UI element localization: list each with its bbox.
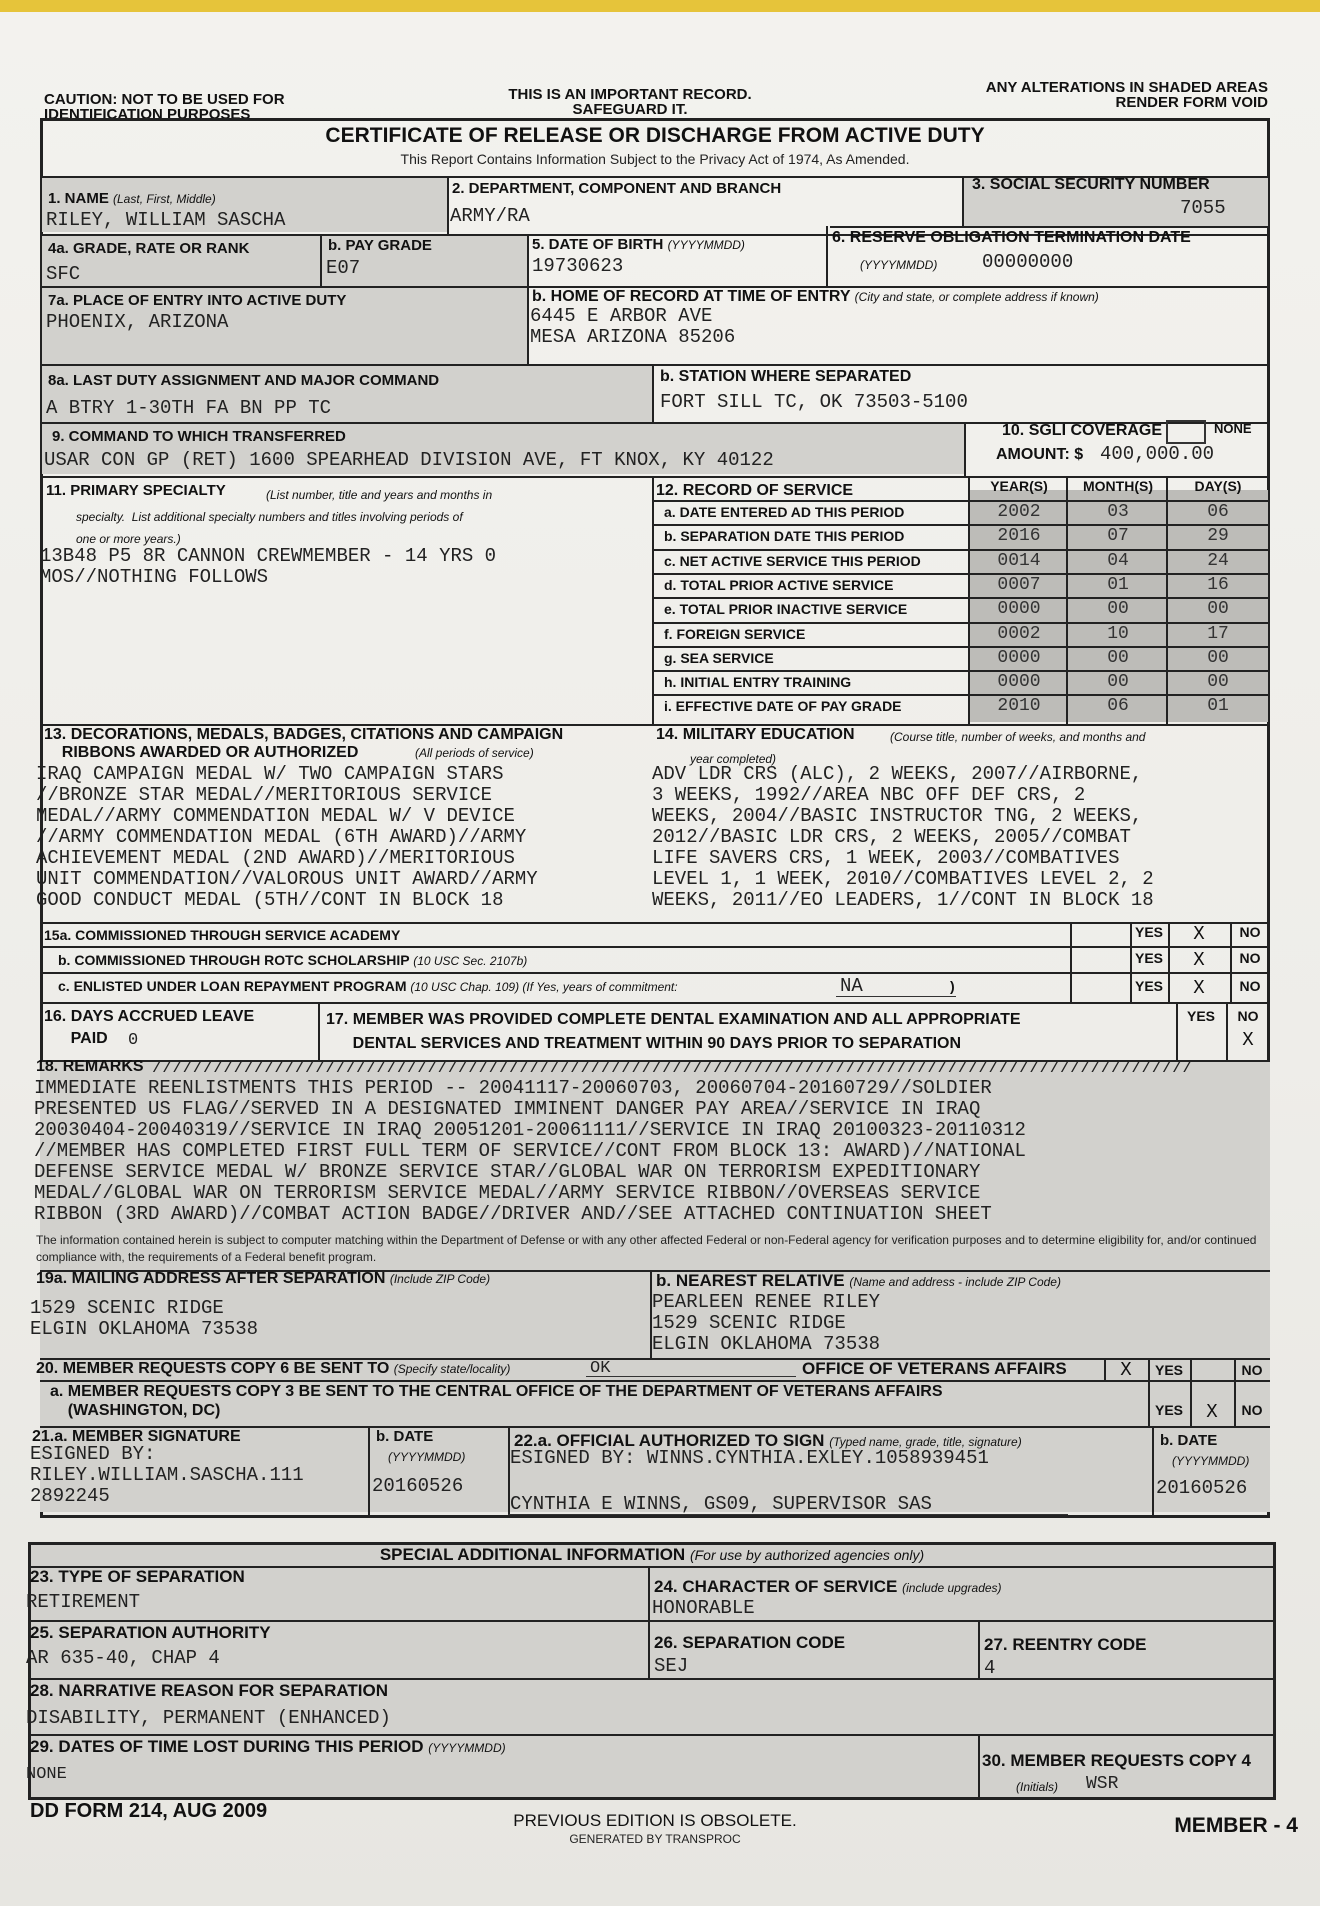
department-value: ARMY/RA — [450, 205, 530, 227]
command-transferred-value: USAR CON GP (RET) 1600 SPEARHEAD DIVISION AVE, FT KNOX, KY 40122 — [44, 449, 774, 471]
time-lost-label — [30, 1738, 506, 1757]
service-years-value: 0014 — [997, 551, 1041, 571]
rotc-label-text: b. COMMISSIONED THROUGH ROTC SCHOLARSHIP — [58, 952, 410, 968]
service-days-value: 00 — [1207, 672, 1229, 692]
copy6-label-text: 20. MEMBER REQUESTS COPY 6 BE SENT TO — [36, 1360, 390, 1377]
character-of-service-hint: (include upgrades) — [902, 1581, 1002, 1595]
rule — [978, 1620, 980, 1678]
service-days-value: 01 — [1207, 696, 1229, 716]
rule — [830, 226, 1270, 228]
loan-no-label: NO — [1239, 978, 1261, 994]
rule — [652, 476, 654, 724]
rule — [320, 234, 322, 286]
service-months-value: 03 — [1107, 502, 1129, 522]
copy6-hint: (Specify state/locality) — [393, 1362, 511, 1376]
copy3-no-label: NO — [1241, 1402, 1263, 1418]
mailing-address-label-text: 19a. MAILING ADDRESS AFTER SEPARATION — [36, 1270, 386, 1287]
important-record-note: THIS IS AN IMPORTANT RECORD. SAFEGUARD IT. — [508, 86, 752, 118]
dental-label: 17. MEMBER WAS PROVIDED COMPLETE DENTAL EXAMINATION AND ALL APPROPRIATE DENTAL SERVICES AND TREATMENT WITHIN 90 DAYS PRIOR TO SEPARATION — [326, 1011, 1021, 1052]
copy6-value: OK — [590, 1359, 611, 1378]
sgli-amount-label: AMOUNT: $ — [996, 446, 1084, 463]
reentry-code-label: 27. REENTRY CODE — [984, 1635, 1147, 1654]
official-date-hint: (YYYYMMDD) — [1172, 1454, 1250, 1468]
dob-label-text: 5. DATE OF BIRTH — [532, 236, 664, 253]
service-days-value: 16 — [1207, 575, 1229, 595]
rule — [40, 1002, 1270, 1004]
nearest-relative-hint: (Name and address - include ZIP Code) — [849, 1275, 1061, 1289]
privacy-notice: This Report Contains Information Subject to the Privacy Act of 1974, As Amended. — [400, 151, 910, 167]
rule — [826, 226, 828, 286]
remarks-hatch: ////////////////////////////////////////////////////////////////////////////////////////////////////// — [152, 1059, 1193, 1078]
reserve-obligation-value: 00000000 — [982, 251, 1074, 273]
official-name-value: CYNTHIA E WINNS, GS09, SUPERVISOR SAS — [510, 1493, 932, 1515]
member-date-label: b. DATE — [376, 1428, 434, 1445]
academy-no-label: NO — [1239, 924, 1261, 940]
rule — [40, 946, 1270, 948]
copy6-no-label: NO — [1241, 1362, 1263, 1378]
home-of-record-value: 6445 E ARBOR AVE MESA ARIZONA 85206 — [530, 305, 736, 348]
service-years-value: 2010 — [997, 696, 1041, 716]
military-education-label: 14. MILITARY EDUCATION — [656, 726, 855, 743]
dob-hint: (YYYYMMDD) — [667, 238, 745, 252]
rule — [28, 1620, 1276, 1622]
rule — [318, 1002, 320, 1060]
home-of-record-hint: (City and state, or complete address if known) — [854, 290, 1099, 304]
reserve-obligation-label: 6. RESERVE OBLIGATION TERMINATION DATE — [832, 229, 1191, 246]
rule — [527, 234, 529, 364]
form-number: DD FORM 214, AUG 2009 — [30, 1800, 268, 1822]
name-value: RILEY, WILLIAM SASCHA — [46, 209, 286, 231]
nearest-relative-value: PEARLEEN RENEE RILEY 1529 SCENIC RIDGE ELGIN OKLAHOMA 73538 — [652, 1291, 881, 1355]
loan-repayment-label — [58, 978, 678, 996]
service-years-value: 2002 — [997, 502, 1041, 522]
department-label: 2. DEPARTMENT, COMPONENT AND BRANCH — [452, 180, 782, 197]
sgli-none-checkbox[interactable] — [1166, 420, 1206, 444]
official-sign-hint: (Typed name, grade, title, signature) — [829, 1435, 1022, 1449]
rule — [964, 422, 966, 476]
rule — [28, 1678, 1276, 1680]
folder-edge — [0, 0, 1320, 12]
loan-no-mark[interactable]: X — [1193, 977, 1205, 999]
mailing-address-hint: (Include ZIP Code) — [389, 1272, 491, 1286]
sgli-label: 10. SGLI COVERAGE — [1002, 422, 1163, 439]
loan-repayment-hint: (10 USC Chap. 109) (If Yes, years of commitment: — [410, 980, 678, 994]
rotc-no-mark[interactable]: X — [1193, 949, 1205, 971]
service-months-value: 07 — [1107, 526, 1129, 546]
dob-label — [532, 236, 745, 254]
military-education-hint: (Course title, number of weeks, and months and year completed) — [690, 730, 1146, 766]
member-date-value: 20160526 — [372, 1475, 464, 1497]
separation-code-label: 26. SEPARATION CODE — [654, 1633, 846, 1652]
rotc-no-label: NO — [1239, 950, 1261, 966]
service-row-label: c. NET ACTIVE SERVICE THIS PERIOD — [664, 553, 921, 569]
dental-yes-label: YES — [1186, 1008, 1215, 1024]
dental-no-mark[interactable]: X — [1242, 1029, 1254, 1051]
pay-grade-label: b. PAY GRADE — [328, 237, 432, 254]
ssn-label: 3. SOCIAL SECURITY NUMBER — [972, 176, 1210, 193]
rule — [978, 1734, 980, 1798]
special-info-title — [28, 1546, 1276, 1564]
service-row-label: i. EFFECTIVE DATE OF PAY GRADE — [664, 698, 902, 714]
name-label-text: 1. NAME — [48, 190, 109, 207]
rule — [40, 972, 1270, 974]
service-row-label: d. TOTAL PRIOR ACTIVE SERVICE — [664, 577, 894, 593]
service-row-label: e. TOTAL PRIOR INACTIVE SERVICE — [664, 601, 908, 617]
rotc-hint: (10 USC Sec. 2107b) — [413, 954, 528, 968]
copy6-yes-mark[interactable]: X — [1120, 1359, 1132, 1381]
separation-authority-label: 25. SEPARATION AUTHORITY — [30, 1623, 271, 1642]
rule — [652, 364, 654, 422]
rule — [28, 1734, 1276, 1736]
official-name-underline — [508, 1514, 1068, 1515]
service-years-value: 0002 — [997, 624, 1041, 644]
last-duty-value: A BTRY 1-30TH FA BN PP TC — [46, 397, 332, 419]
loan-years-underline — [836, 996, 956, 997]
decorations-value: IRAQ CAMPAIGN MEDAL W/ TWO CAMPAIGN STARS //BRONZE STAR MEDAL//MERITORIOUS SERVICE MEDAL//ARMY COMMENDATION MEDAL W/ V DEVICE //ARMY COMMENDATION MEDAL (6TH AWARD)//ARMY ACHIEVEMENT MEDAL (2ND AWARD)//MERITORIOUS UNIT COMMENDATION//VALOROUS UNIT AWARD//ARMY GOOD CONDUCT MEDAL (5TH//CONT IN BLOCK 18 — [36, 763, 538, 911]
remarks-value: IMMEDIATE REENLISTMENTS THIS PERIOD -- 20041117-20060703, 20060704-20160729//SOLDIER PRESENTED US FLAG//SERVED IN A DESIGNATED IMMINENT DANGER PAY AREA//SERVICE IN IRAQ 20030404-20040319//SERVICE IN IRAQ 20051201-20061111//SERVICE IN IRAQ 20100323-20110312 //MEMBER HAS COMPLETED FIRST FULL TERM OF SERVICE//CONT FROM BLOCK 13: AWARD)//NATIONAL DEFENSE SERVICE MEDAL W/ BRONZE SERVICE STAR//GLOBAL WAR ON TERRORISM EXPEDITIONARY MEDAL//GLOBAL WAR ON TERRORISM SERVICE MEDAL//ARMY SERVICE RIBBON//OVERSEAS SERVICE RIBBON (3RD AWARD)//COMBAT ACTION BADGE//DRIVER AND//SEE ATTACHED CONTINUATION SHEET — [34, 1077, 1026, 1225]
separation-type-label: 23. TYPE OF SEPARATION — [30, 1567, 245, 1586]
station-separated-label: b. STATION WHERE SEPARATED — [660, 368, 912, 385]
service-years-value: 0007 — [997, 575, 1041, 595]
service-months-value: 01 — [1107, 575, 1129, 595]
copy3-label: a. MEMBER REQUESTS COPY 3 BE SENT TO THE CENTRAL OFFICE OF THE DEPARTMENT OF VETERANS AFFAIRS (WASHINGTON, DC) — [50, 1383, 943, 1419]
caution-note: CAUTION: NOT TO BE USED FOR IDENTIFICATION PURPOSES — [44, 91, 285, 123]
svc-col-months: MONTH(S) — [1083, 478, 1153, 494]
service-months-value: 06 — [1107, 696, 1129, 716]
separation-type-value: RETIREMENT — [26, 1591, 141, 1613]
service-years-value: 0000 — [997, 648, 1041, 668]
separation-authority-value: AR 635-40, CHAP 4 — [26, 1647, 220, 1669]
decorations-hint: (All periods of service) — [415, 746, 534, 760]
rule — [1152, 1426, 1154, 1516]
character-of-service-value: HONORABLE — [652, 1597, 755, 1619]
svc-col-years: YEAR(S) — [990, 478, 1048, 494]
time-lost-label-text: 29. DATES OF TIME LOST DURING THIS PERIOD — [30, 1737, 424, 1756]
service-row-label: b. SEPARATION DATE THIS PERIOD — [664, 528, 905, 544]
copy6-va-label: OFFICE OF VETERANS AFFAIRS — [802, 1359, 1067, 1378]
grade-value: SFC — [46, 263, 81, 285]
service-months-value: 00 — [1107, 648, 1129, 668]
copy6-label — [36, 1360, 510, 1378]
rule — [40, 364, 1270, 366]
narrative-reason-value: DISABILITY, PERMANENT (ENHANCED) — [26, 1707, 391, 1729]
official-sign-label-text: 22.a. OFFICIAL AUTHORIZED TO SIGN — [514, 1431, 825, 1450]
rule — [1070, 922, 1072, 1002]
narrative-reason-label: 28. NARRATIVE REASON FOR SEPARATION — [30, 1681, 388, 1700]
nearest-relative-label — [656, 1272, 1061, 1291]
mailing-address-label — [36, 1270, 490, 1288]
copy4-label: 30. MEMBER REQUESTS COPY 4 — [982, 1751, 1251, 1770]
loan-repayment-years-value: NA — [840, 975, 863, 997]
dob-value: 19730623 — [532, 255, 624, 277]
academy-yes-label: YES — [1134, 924, 1163, 940]
member-signature-label: 21.a. MEMBER SIGNATURE — [32, 1428, 241, 1445]
character-of-service-label — [654, 1578, 1002, 1597]
sgli-none-label: NONE — [1214, 421, 1252, 436]
official-date-label: b. DATE — [1160, 1432, 1218, 1449]
remarks-label: 18. REMARKS — [36, 1058, 144, 1075]
sgli-amount-value: 400,000.00 — [1100, 443, 1215, 465]
rule — [447, 176, 449, 234]
reserve-obligation-hint: (YYYYMMDD) — [860, 258, 938, 272]
service-months-value: 00 — [1107, 599, 1129, 619]
service-years-value: 0000 — [997, 672, 1041, 692]
home-of-record-label-text: b. HOME OF RECORD AT TIME OF ENTRY — [532, 288, 851, 305]
service-years-value: 0000 — [997, 599, 1041, 619]
station-separated-value: FORT SILL TC, OK 73503-5100 — [660, 391, 968, 413]
academy-no-mark[interactable]: X — [1193, 923, 1205, 945]
loan-repayment-close: ) — [950, 978, 955, 994]
copy6-yes-label: YES — [1154, 1362, 1183, 1378]
service-years-value: 2016 — [997, 526, 1041, 546]
generated-by: GENERATED BY TRANSPROC — [569, 1832, 741, 1846]
rule — [962, 176, 964, 226]
service-row-label: h. INITIAL ENTRY TRAINING — [664, 674, 852, 690]
separation-code-value: SEJ — [654, 1655, 689, 1677]
reentry-code-value: 4 — [984, 1657, 996, 1679]
grade-label: 4a. GRADE, RATE OR RANK — [48, 240, 250, 257]
leave-paid-value: 0 — [128, 1031, 139, 1050]
command-transferred-label: 9. COMMAND TO WHICH TRANSFERRED — [52, 428, 346, 445]
rule — [368, 1426, 370, 1516]
rule — [40, 922, 1270, 924]
rotc-yes-label: YES — [1134, 950, 1163, 966]
copy4-hint: (Initials) — [1016, 1780, 1059, 1794]
primary-specialty-hint: (List number, title and years and months in specialty. List additional specialty numbers and titles involving periods of one or more years.) — [76, 488, 493, 546]
primary-specialty-value: 13B48 P5 8R CANNON CREWMEMBER - 14 YRS 0 MOS//NOTHING FOLLOWS — [40, 545, 497, 588]
service-academy-label: 15a. COMMISSIONED THROUGH SERVICE ACADEMY — [44, 927, 401, 943]
service-row-label: a. DATE ENTERED AD THIS PERIOD — [664, 504, 905, 520]
time-lost-hint: (YYYYMMDD) — [428, 1741, 506, 1755]
svc-col-days: DAY(S) — [1194, 478, 1242, 494]
service-days-value: 29 — [1207, 526, 1229, 546]
service-months-value: 04 — [1107, 551, 1129, 571]
character-of-service-label-text: 24. CHARACTER OF SERVICE — [654, 1577, 898, 1596]
alterations-note: ANY ALTERATIONS IN SHADED AREAS RENDER FORM VOID — [985, 79, 1268, 111]
nearest-relative-label-text: b. NEAREST RELATIVE — [656, 1271, 845, 1290]
member-signature-value: ESIGNED BY: RILEY.WILLIAM.SASCHA.111 2892245 — [30, 1443, 304, 1507]
loan-yes-label: YES — [1134, 978, 1163, 994]
official-date-value: 20160526 — [1156, 1477, 1248, 1499]
last-duty-label: 8a. LAST DUTY ASSIGNMENT AND MAJOR COMMAND — [48, 372, 440, 389]
dental-no-label: NO — [1237, 1008, 1259, 1024]
mailing-address-value: 1529 SCENIC RIDGE ELGIN OKLAHOMA 73538 — [30, 1297, 259, 1340]
name-hint: (Last, First, Middle) — [113, 192, 216, 206]
leave-paid-label: 16. DAYS ACCRUED LEAVE PAID — [44, 1008, 255, 1047]
service-row-label: f. FOREIGN SERVICE — [664, 626, 806, 642]
official-esigned-value: ESIGNED BY: WINNS.CYNTHIA.EXLEY.1058939451 — [510, 1447, 989, 1469]
time-lost-value: NONE — [26, 1765, 67, 1784]
service-row-label: g. SEA SERVICE — [664, 650, 774, 666]
special-info-hint: (For use by authorized agencies only) — [689, 1547, 925, 1563]
form-title: CERTIFICATE OF RELEASE OR DISCHARGE FROM ACTIVE DUTY — [325, 124, 985, 147]
decorations-label: 13. DECORATIONS, MEDALS, BADGES, CITATIONS AND CAMPAIGN RIBBONS AWARDED OR AUTHORIZED — [44, 726, 564, 761]
rule — [648, 1566, 650, 1678]
ssn-value: 7055 — [1180, 197, 1226, 219]
previous-edition-note: PREVIOUS EDITION IS OBSOLETE. — [513, 1811, 797, 1830]
record-of-service-label: 12. RECORD OF SERVICE — [656, 482, 854, 499]
entry-place-label: 7a. PLACE OF ENTRY INTO ACTIVE DUTY — [48, 292, 347, 309]
member-date-hint: (YYYYMMDD) — [388, 1450, 466, 1464]
copy6-underline — [586, 1376, 796, 1377]
service-days-value: 06 — [1207, 502, 1229, 522]
loan-repayment-label-text: c. ENLISTED UNDER LOAN REPAYMENT PROGRAM — [58, 978, 407, 994]
service-months-value: 10 — [1107, 624, 1129, 644]
copy3-yes-label: YES — [1154, 1402, 1183, 1418]
primary-specialty-label-text: 11. PRIMARY SPECIALTY — [46, 482, 226, 499]
name-label — [48, 190, 216, 208]
military-education-value: ADV LDR CRS (ALC), 2 WEEKS, 2007//AIRBORNE, 3 WEEKS, 1992//AREA NBC OFF DEF CRS, 2 WEEKS, 2004//BASIC INSTRUCTOR TNG, 2 WEEKS, 2012//BASIC LDR CRS, 2 WEEKS, 2005//COMBAT LIFE SAVERS CRS, 1 WEEK, 2003//COMBATIVES LEVEL 1, 1 WEEK, 2010//COMBATIVES LEVEL 2, 2 WEEKS, 2011//EO LEADERS, 1//CONT IN BLOCK 18 — [652, 763, 1154, 911]
service-days-value: 00 — [1207, 648, 1229, 668]
home-of-record-label — [532, 288, 1099, 306]
computer-matching-notice: The information contained herein is subject to computer matching within the Department of Defense or with any other affected Federal or non-Federal agency for verification purposes and to determine eligibility for, and/or continued compliance with, the requirements of a Federal benefit program. — [36, 1233, 1257, 1264]
service-days-value: 17 — [1207, 624, 1229, 644]
pay-grade-value: E07 — [326, 257, 361, 279]
copy3-yes-mark[interactable]: X — [1206, 1401, 1218, 1423]
rotc-label — [58, 952, 527, 970]
special-info-title-text: SPECIAL ADDITIONAL INFORMATION — [379, 1545, 686, 1564]
copy-designation: MEMBER - 4 — [1174, 1814, 1298, 1837]
service-months-value: 00 — [1107, 672, 1129, 692]
copy4-initials: WSR — [1086, 1774, 1119, 1794]
service-days-value: 24 — [1207, 551, 1229, 571]
service-days-value: 00 — [1207, 599, 1229, 619]
entry-place-value: PHOENIX, ARIZONA — [46, 311, 229, 333]
